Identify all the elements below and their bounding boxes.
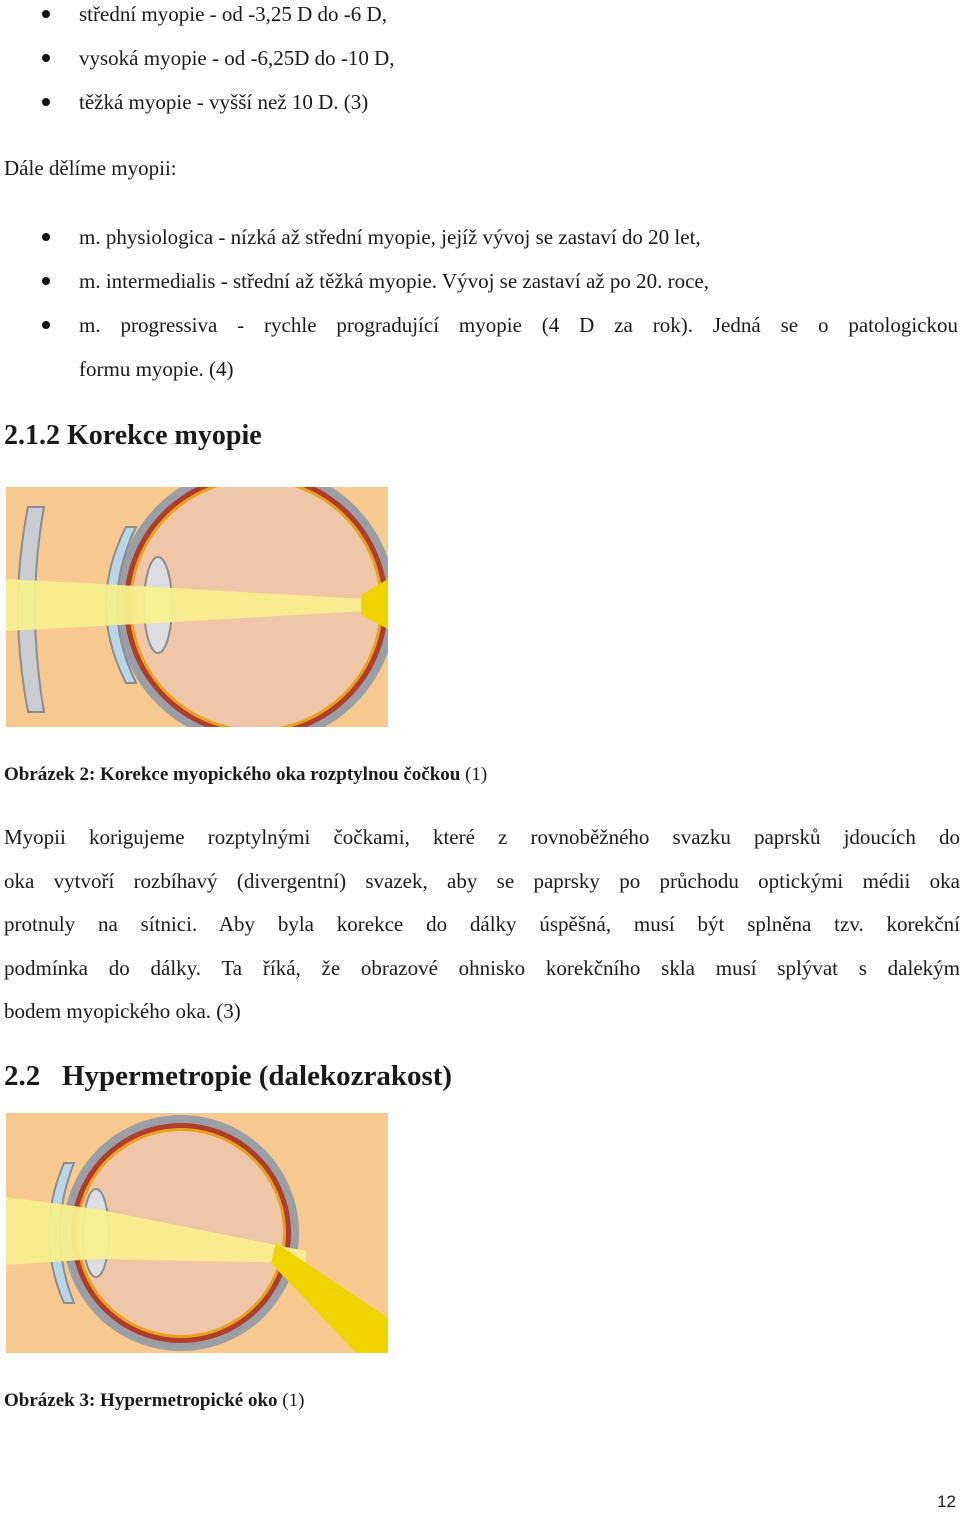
myopia-degree-list <box>0 0 960 124</box>
list-item: m. physiologica - nízká až střední myopie, jejíž vývoj se zastaví do 20 let, <box>0 215 960 259</box>
paragraph-line: Myopii korigujeme rozptylnými čočkami, které z rovnoběžného svazku paprsků jdoucích do <box>4 825 960 849</box>
list-item: těžká myopie - vyšší než 10 D. (3) <box>0 80 960 124</box>
section-heading: 2.2 Hypermetropie (dalekozrakost) <box>4 1060 453 1092</box>
list-item: m. intermedialis - střední až těžká myopie. Vývoj se zastaví až po 20. roce, <box>0 259 960 303</box>
intro-paragraph: Dále dělíme myopii: <box>4 156 177 180</box>
body-paragraph <box>4 816 960 1034</box>
list-item: m. progressiva - rychle progradující myopie (4 D za rok). Jedná se o patologickou <box>0 303 960 347</box>
figure-myopia-correction <box>6 487 388 727</box>
figure-caption <box>4 1390 304 1412</box>
list-item: střední myopie - od -3,25 D do -6 D, <box>0 0 960 36</box>
paragraph-line: protnuly na sítnici. Aby byla korekce do dálky úspěšná, musí být splněna tzv. korekční <box>4 912 960 936</box>
list-item-text: formu myopie. (4) <box>79 357 234 381</box>
list-item-continuation <box>0 347 960 391</box>
figure-hypermetropia <box>6 1113 388 1353</box>
list-item: vysoká myopie - od -6,25D do -10 D, <box>0 36 960 80</box>
paragraph-line: podmínka do dálky. Ta říká, že obrazové ohnisko korekčního skla musí splývat s dalekým <box>4 955 960 980</box>
paragraph-line: oka vytvoří rozbíhavý (divergentní) svazek, aby se paprsky po průchodu optickými médii oka <box>4 868 960 893</box>
caption-label: Obrázek 3: Hypermetropické oko <box>4 1390 278 1411</box>
section-heading: 2.1.2 Korekce myopie <box>4 420 262 451</box>
figure-caption <box>4 764 487 786</box>
paragraph-line: bodem myopického oka. (3) <box>4 999 241 1023</box>
caption-reference: (1) <box>460 764 488 785</box>
caption-label: Obrázek 2: Korekce myopického oka rozptylnou čočkou <box>4 764 461 785</box>
myopia-type-list <box>0 215 960 391</box>
caption-reference: (1) <box>277 1390 305 1411</box>
page-number: 12 <box>937 1492 956 1511</box>
